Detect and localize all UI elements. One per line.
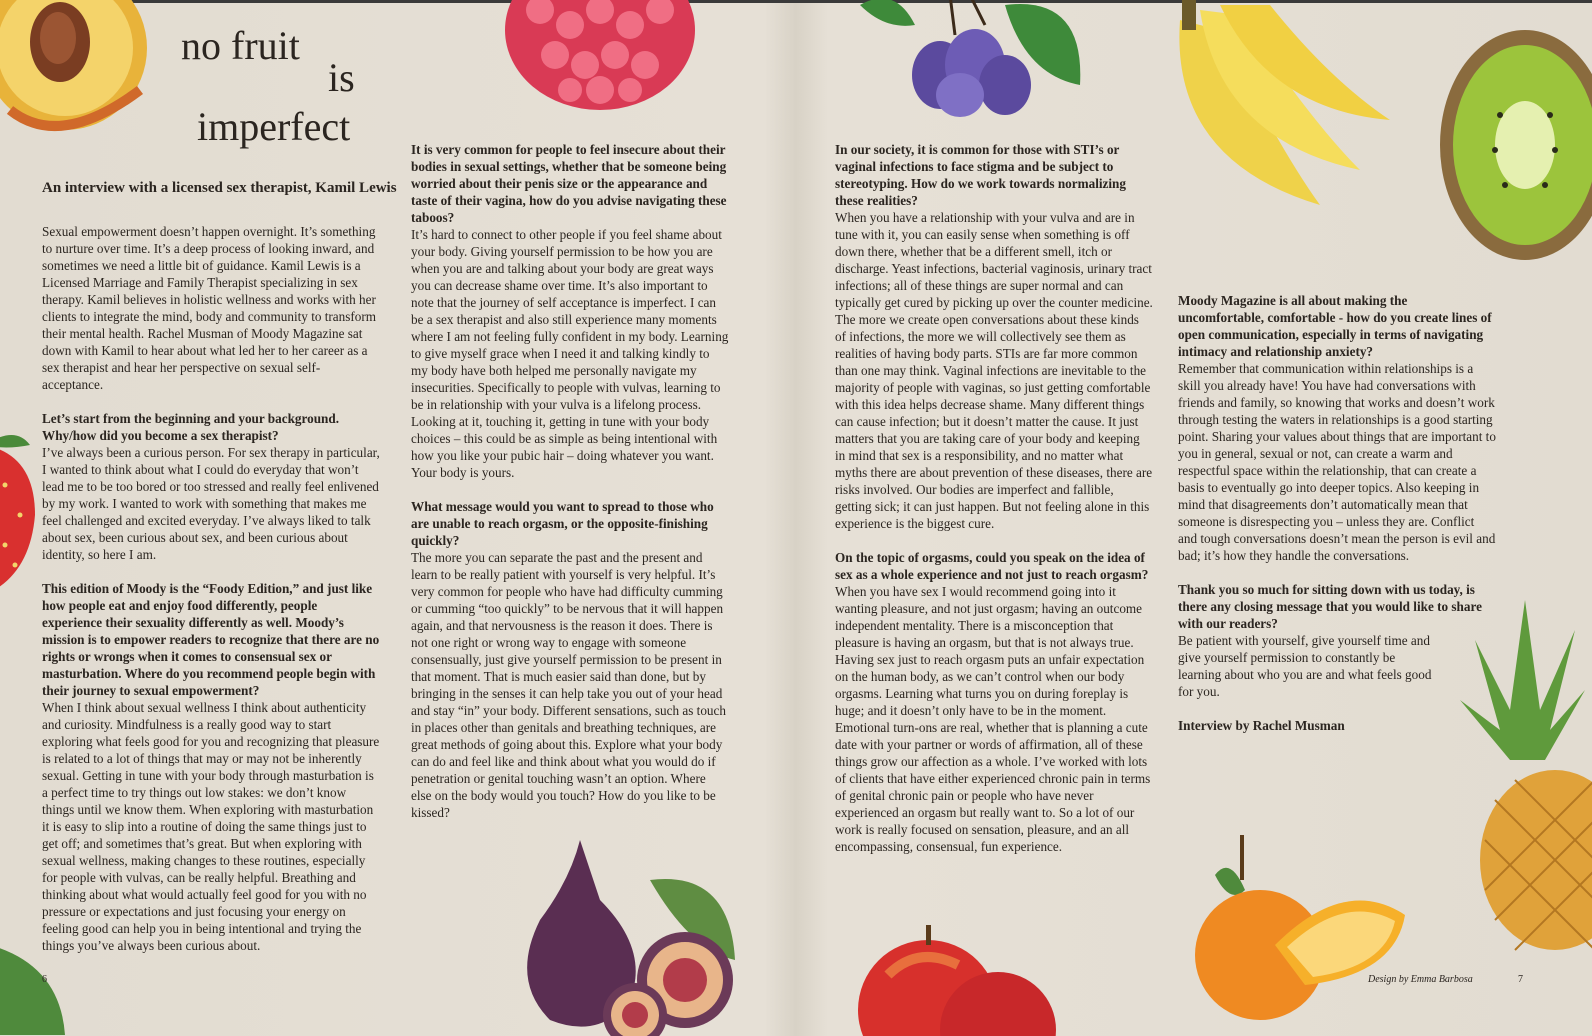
peach-icon [0,0,165,140]
column-4 [1178,292,1496,734]
apple-icon [858,925,1068,1036]
fig-icon [510,840,735,1036]
question-5: In our society, it is common for those with STI’s or vaginal infections to face stigma and be subject to stereotyping. How do we work towards normalizing these realities? [835,142,1126,208]
answer-8: Be patient with yourself, give yourself time and give yourself permission to constantly be learning about who you are and what feels good for you. [1178,633,1432,699]
article-subtitle: An interview with a licensed sex therapist, Kamil Lewis [42,180,397,196]
question-7: Moody Magazine is all about making the uncomfortable, comfortable - how do you create lines of open communication, especially in terms of navigating intimacy and relationship anxiety? [1178,293,1492,359]
answer-5-continued: The more we create open conversations about these kinds of infections, the more we will collectively see them as realities of having body parts. STIs are far more common than one may think. Vaginal infections are inevitable to the majority of people with vaginas, so just getting comfortable with this idea helps decrease shame. Many different things can cause infection; but it doesn’t matter the cause. It just matters that you are taking care of your body and keeping in mind that sex is a responsibility, and no matter what myths there are about prevention of these diseases, there are risks involved. Our bodies are imperfect and fallible, getting sick; it can just happen. But not feeling alone in this experience is the biggest cure. [835,312,1153,531]
question-6: On the topic of orgasms, could you speak on the idea of sex as a whole experience and not just to reach orgasm? [835,550,1149,582]
question-8: Thank you so much for sitting down with us today, is there any closing message that you would like to share with our readers? [1178,582,1482,631]
intro-paragraph: Sexual empowerment doesn’t happen overnight. It’s something to nurture over time. It’s a deep process of looking inward, and sometimes we need a little bit of guidance. Kamil Lewis is a Licensed Marriage and Family Therapist specializing in sex therapy. Kamil believes in holistic wellness and works with her clients to integrate the mind, body and community to transform their mental health. Rachel Musman of Moody Magazine sat down with Kamil to hear about what led her to her career as a sex therapist and hear her perspective on sexual self-acceptance. [42,224,377,392]
article-title-line-3: imperfect [197,104,351,149]
question-3: It is very common for people to feel insecure about their bodies in sexual settings, whether that be someone being worried about their penis size or the appearance and taste of their vagina, how do you advise navigating these taboos? [411,142,727,225]
column-1 [42,223,380,954]
page-number-right: 7 [1518,974,1523,985]
answer-5: When you have a relationship with your vulva and are in tune with it, you can easily sense when something is off down there, whether that be a different smell, itch or discharge. Yeast infections, bacterial vaginosis, urinary tract infections; all of these things are super normal and can typically get cured by picking up over the counter medicine. [835,210,1153,310]
answer-7: Remember that communication within relationships is a skill you already have! You have had conversations with friends and family, so knowing that works and doesn’t work through testing the waters in relationships is a good starting point. Sharing your values about things that are important to you in general, sexual or not, can create a warm and respectful space within the relationship, that can create a basis to eventually go into deeper topics. Also keeping in mind that disagreements don’t automatically mean that someone is disrespecting you – unless they are. Conflict and tough conversations doesn’t mean the person is evil and bad; it’s how they handle the conversations. [1178,361,1496,563]
question-1: Let’s start from the beginning and your background. Why/how did you become a sex therapist? [42,411,340,443]
design-credit: Design by Emma Barbosa [1368,974,1473,985]
raspberry-icon [500,0,700,120]
article-title-line-2: is [328,55,355,100]
answer-1: I’ve always been a curious person. For sex therapy in particular, I wanted to think about what I could do everyday that won’t lead me to be too bored or too stressed and really feel enlivened by my work. I wanted to work with something that makes me feel challenged and excited everyday. I’ve always liked to talk about sex, been curious about sex, and been curious about identity, so here I am. [42,445,380,562]
question-4: What message would you want to spread to those who are unable to reach orgasm, or the opposite-finishing quickly? [411,499,714,548]
plum-icon [855,0,1085,125]
answer-3: It’s hard to connect to other people if you feel shame about your body. Giving yourself permission to be how you are when you are and talking about your body are great ways you can decrease shame over time. It’s also important to note that the journey of self acceptance is imperfect. I can be a sex therapist and also still experience many moments where I am not feeling fully confident in my body. Learning to give myself grace when I need it and talking kindly to my body have both helped me personally navigate my insecurities. Specifically to people with vulvas, learning to be in relationship with your vulva is a lifelong process. Looking at it, touching it, getting in tune with your body choices – this could be as simple as being intentional with how you like your pubic hair – doing whatever you want. Your body is yours. [411,227,729,480]
byline: Interview by Rachel Musman [1178,718,1345,733]
answer-6: When you have sex I would recommend going into it wanting pleasure, and not just orgasm; having an outcome independent mentality. There is a misconception that pleasure is having an orgasm, but that is not always true. Having sex just to reach orgasm puts an unfair expectation on the human body, as we can’t control when our body orgasms. Learning what turns you on during foreplay is huge; and it doesn’t only have to be in the moment. Emotional turn-ons are real, whether that is planning a cute date with your partner or words of affirmation, all of these things grow our affection as a whole. I’ve worked with lots of clients that have either experienced chronic pain in terms of genital chronic pain or people who have never experienced an orgasm but really want to. So a lot of our work is really focused on sensation, pleasure, and an all encompassing, consensual, fun experience. [835,584,1151,854]
orange-icon [1195,835,1415,1030]
column-3 [835,141,1153,855]
page-number-left: 6 [42,974,47,985]
question-2: This edition of Moody is the “Foody Edition,” and just like how people eat and enjoy food differently, people experience their sexuality differently as well. Moody’s mission is to empower readers to recognize that there are no rights or wrongs when it comes to consensual sex or masturbation. Where do you recommend people begin with their journey to sexual empowerment? [42,581,380,698]
kiwi-icon [1405,20,1592,270]
strawberry-icon [0,425,45,600]
answer-4: The more you can separate the past and the present and learn to be really patient with yourself is very helpful. It’s very common for people who have had difficulty cumming or cumming “too quickly” to be nervous that it will happen again, and that nervousness is the reason it does. There is not one right or wrong way to engage with someone consensually, just give yourself permission to be present in that moment. That is much easier said than done, but by bringing in the senses it can help take you out of your head and stay “in” your body. Different sensations, such as touch in places other than genitals and breathing techniques, are great methods of going about this. Explore what your body can do and feel like and think about what you would do if penetration or genital touching wasn’t an option. Where else on the body would you touch? How do you like to be kissed? [411,550,726,820]
banana-icon [1160,0,1400,215]
article-title-line-1: no fruit [181,23,300,68]
column-2 [411,141,729,821]
answer-2: When I think about sexual wellness I think about authenticity and curiosity. Mindfulness is a really good way to start exploring what feels good for you and recognizing that pleasure is related to a lot of things that may or may not be inherently sexual. Getting in tune with your body through masturbation is a perfect time to try things out low stakes: we don’t know things until we know them. When exploring with masturbation it is easy to slip into a routine of doing the same things just to get off; and sometimes that’s great. But when exploring with sexual wellness, making changes to these routines, especially for people with vulvas, can be really helpful. Breathing and thinking about what would actually feel good for you with no pressure or expectations and just focusing your energy on feeling good can help you in being intentional and trying the things you’ve always been curious about. [42,700,380,953]
